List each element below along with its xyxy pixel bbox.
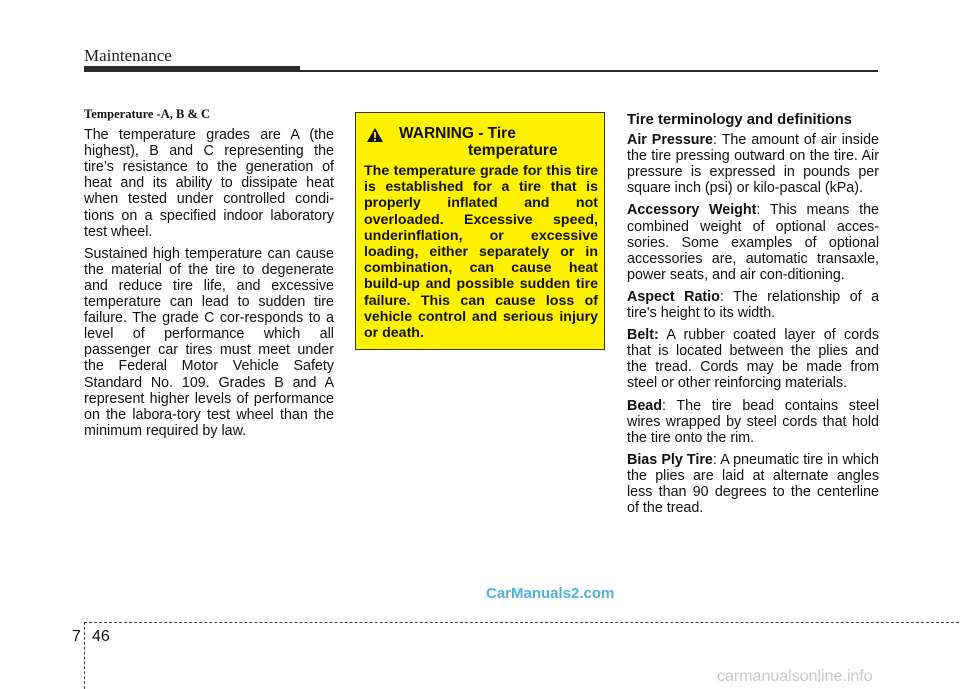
term-definition: A pneumatic tire in which the plies are laid at alternate angles less than 90 degrees to the centerline of the tread. bbox=[627, 451, 879, 517]
chapter-number: 7 bbox=[72, 628, 81, 645]
header-rule-thick bbox=[84, 66, 300, 72]
term-separator: : bbox=[712, 451, 721, 468]
term-label: Accessory Weight bbox=[627, 202, 757, 219]
carmanuals-watermark-link[interactable]: CarManuals2.com bbox=[486, 585, 615, 602]
term-label: Aspect Ratio bbox=[627, 288, 720, 305]
term-air-pressure bbox=[627, 132, 879, 196]
term-separator: : bbox=[719, 288, 734, 305]
footer-rule bbox=[84, 622, 960, 623]
warning-box bbox=[355, 112, 605, 350]
term-separator: : bbox=[713, 132, 722, 149]
term-definition: The relationship of a tire's height to its width. bbox=[627, 288, 880, 322]
footer-vertical-rule bbox=[84, 622, 85, 689]
warning-title-line-1: WARNING - Tire bbox=[399, 125, 516, 142]
left-paragraph-2: Sustained high temperature can cause the material of the tire to degenerate and reduce tire life, and excessive temperature can lead to sudden tire failure. The grade C cor-responds to a level of performance which all passenger car tires must meet under the Federal Motor Vehicle Safety Standard No. 109. Grades B and A represent higher levels of performance on the labora-tory test wheel than the minimum required by law. bbox=[84, 245, 334, 439]
term-definition: This means the combined weight of optional acces-sories. Some examples of optional accessories are, automatic transaxle, power seats, and air con-ditioning. bbox=[627, 202, 879, 283]
term-label: Air Pressure bbox=[627, 132, 714, 149]
warning-body: The temperature grade for this tire is established for a tire that is properly inflated and not overloaded. Excessive speed, underinflation, or excessive loading, either separately or in combination, can cause heat build-up and possible sudden tire failure. This can cause loss of vehicle control and serious injury or death. bbox=[364, 163, 598, 342]
warning-title-line-2: temperature bbox=[468, 142, 558, 159]
term-separator: : bbox=[661, 397, 677, 414]
term-definition: The amount of air inside the tire pressing outward on the tire. Air pressure is expressed in pounds per square inch (psi) or kilo-pascal (kPa). bbox=[627, 132, 879, 197]
left-paragraph-1: The temperature grades are A (the highest), B and C representing the tire’s resistance to the generation of heat and its ability to dissipate heat when tested under controlled condi-tions on a specified indoor laboratory test wheel. bbox=[84, 127, 334, 240]
terminology-heading: Tire terminology and definitions bbox=[627, 112, 852, 128]
temperature-grade-heading: Temperature -A, B & C bbox=[84, 107, 211, 121]
term-definition: A rubber coated layer of cords that is located between the plies and the tread. Cords may be made from steel or other reinforcing materials. bbox=[627, 327, 880, 392]
term-label: Belt: bbox=[627, 327, 659, 344]
page-number: 46 bbox=[92, 628, 110, 645]
term-label: Bias Ply Tire bbox=[627, 451, 713, 468]
right-column bbox=[627, 112, 879, 522]
page-header-title: Maintenance bbox=[84, 46, 172, 65]
warning-title bbox=[367, 125, 597, 159]
term-belt bbox=[627, 327, 879, 391]
term-label: Bead bbox=[627, 397, 662, 414]
left-column bbox=[84, 106, 334, 445]
term-bias-ply-tire bbox=[627, 452, 879, 516]
site-watermark: carmanualsonline.info bbox=[717, 668, 873, 685]
header-rule-thin bbox=[300, 70, 878, 72]
term-separator: : bbox=[756, 202, 770, 219]
term-bead bbox=[627, 398, 879, 446]
term-aspect-ratio bbox=[627, 289, 879, 321]
term-accessory-weight bbox=[627, 202, 879, 282]
term-definition: The tire bead contains steel wires wrapped by steel cords that hold the tire onto the rim. bbox=[627, 397, 880, 446]
